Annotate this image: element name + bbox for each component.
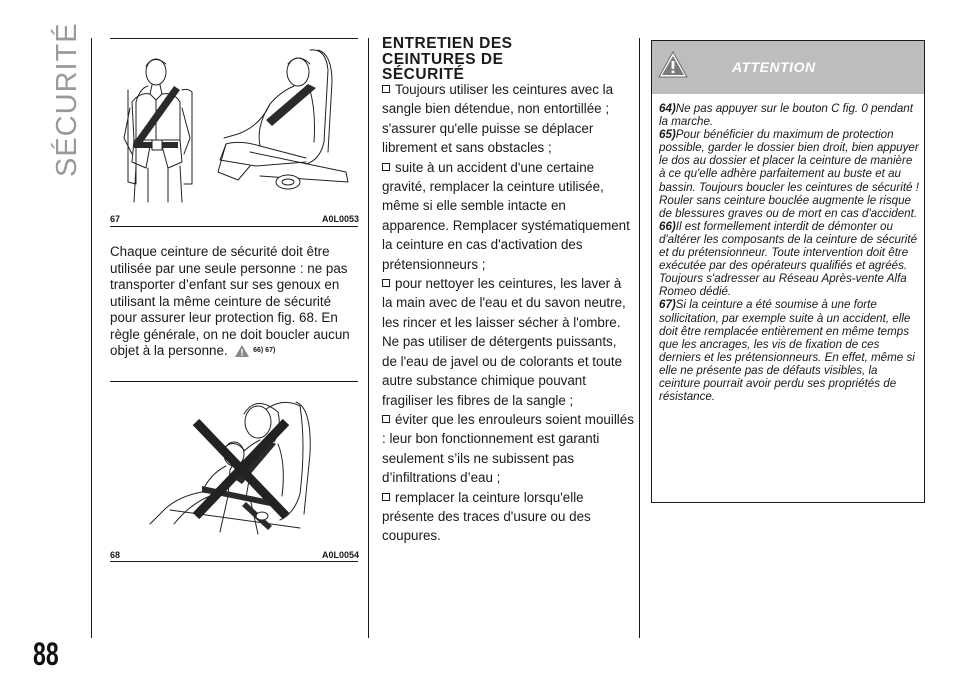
figure-67-code: A0L0053 <box>322 214 360 224</box>
side-divider <box>91 38 92 638</box>
attention-notes <box>659 102 921 403</box>
maintenance-bullet-list <box>382 80 634 546</box>
list-item-text: pour nettoyer les ceintures, les laver à la main avec de l'eau et du savon neutre, les rincer et les laisser sécher à l'ombre. Ne pas utiliser de détergents puissants, de l'eau de javel ou de colorants et toute autre substance chimique pouvant fragiliser les fibres de la sangle ; <box>382 276 626 408</box>
column-divider-1 <box>368 38 369 638</box>
checkbox-bullet-icon <box>382 85 390 93</box>
paragraph-text: Chaque ceinture de sécurité doit être utilisée par une seule personne : ne pas transporter d’enfant sur ses genoux en utilisant la même ceinture de sécurité pour assurer leur protection fig. 68. En règle générale, on ne doit boucler aucun objet à la personne. <box>110 244 350 358</box>
note-number: 64) <box>659 102 676 115</box>
figure-67-number: 67 <box>110 214 121 224</box>
figure-67-bottom-rule <box>110 226 358 227</box>
figure-68-code: A0L0054 <box>322 550 360 560</box>
section-side-tab <box>47 22 87 177</box>
note-number: 65) <box>659 128 676 142</box>
attention-box <box>651 40 925 503</box>
checkbox-bullet-icon <box>382 279 390 287</box>
attention-note <box>659 102 921 128</box>
note-number: 67) <box>659 298 676 312</box>
warning-triangle-icon <box>235 345 249 357</box>
attention-note <box>659 128 921 220</box>
figure-68-top-rule <box>110 381 358 382</box>
list-item-text: éviter que les enrouleurs soient mouillés : leur bon fonctionnement est garanti seulement s’ils ne subissent pas d’infiltrations d’eau ; <box>382 411 634 486</box>
list-item <box>382 274 634 410</box>
note-text: Si la ceinture a été soumise à une forte sollicitation, par exemple suite à un accident, elle doit être remplacée entièrement en même temps que les ancrages, les vis de fixation de ces derniers et les prétensionneurs. En effet, même si elle ne présente pas de défauts visibles, la ceinture pourrait avoir perdu ses propriétés de résistance. <box>659 298 915 404</box>
list-item <box>382 410 634 488</box>
checkbox-bullet-icon <box>382 163 390 171</box>
page-number: 88 <box>33 636 59 672</box>
attention-header <box>652 41 924 94</box>
heading-line: ENTRETIEN DES <box>382 35 513 52</box>
side-view-passenger <box>218 50 348 189</box>
note-text: Il est formellement interdit de démonter ou d'altérer les composants de la ceinture de sécurité et du prétensionneur. Toute intervention doit être exécutée par des opérateurs qualifiés et agréés. Toujours s'adresser au Réseau Après-vente Alfa Romeo dédié. <box>659 219 918 299</box>
list-item <box>382 80 634 158</box>
attention-note <box>659 298 921 403</box>
warning-triangle-icon <box>658 51 688 78</box>
note-references: 66) 67) <box>253 347 276 355</box>
figure-67-top-rule <box>110 38 358 39</box>
figure-67-illustration <box>110 42 358 220</box>
checkbox-bullet-icon <box>382 493 390 501</box>
attention-title: ATTENTION <box>732 59 816 75</box>
front-view-passenger <box>124 59 192 202</box>
section-title: SÉCURITÉ <box>51 22 83 177</box>
heading-line: CEINTURES DE <box>382 50 504 68</box>
list-item-text: Toujours utiliser les ceintures avec la sangle bien détendue, non entortillée ; s'assurer qu'elle puisse se déplacer librement et sans obstacles ; <box>382 82 614 156</box>
section-heading <box>382 36 632 83</box>
note-number: 66) <box>659 219 676 233</box>
list-item <box>382 488 634 546</box>
prohibited-cross-icon <box>196 422 286 516</box>
list-item-text: remplacer la ceinture lorsqu'elle présente des traces d'usure ou des coupures. <box>382 489 591 544</box>
figure-68-illustration <box>110 384 358 542</box>
note-text: Pour bénéficier du maximum de protection possible, garder le dossier bien droit, bien appuyer le dos au dossier et placer la ceinture de manière à ce qu'elle adhère parfaitement au buste et au bassin. Toujours boucler les ceintures de sécurité ! Rouler sans ceinture bouclée augmente le risque de blessures graves ou de mort en cas d'accident. <box>659 128 919 220</box>
heading-line: SÉCURITÉ <box>382 66 465 83</box>
figure-68-bottom-rule <box>110 561 358 562</box>
note-text: Ne pas appuyer sur le bouton C fig. 0 pendant la marche. <box>659 102 913 129</box>
list-item-text: suite à un accident d'une certaine gravité, remplacer la ceinture utilisée, même si elle semble intacte en apparence. Remplacer systématiquement la ceinture en cas d'activation des prétensionneurs ; <box>382 159 630 272</box>
checkbox-bullet-icon <box>382 415 390 423</box>
column-divider-2 <box>639 38 640 638</box>
figure-68-number: 68 <box>110 550 121 560</box>
attention-note <box>659 220 921 299</box>
list-item <box>382 158 634 274</box>
left-paragraph <box>110 244 360 360</box>
